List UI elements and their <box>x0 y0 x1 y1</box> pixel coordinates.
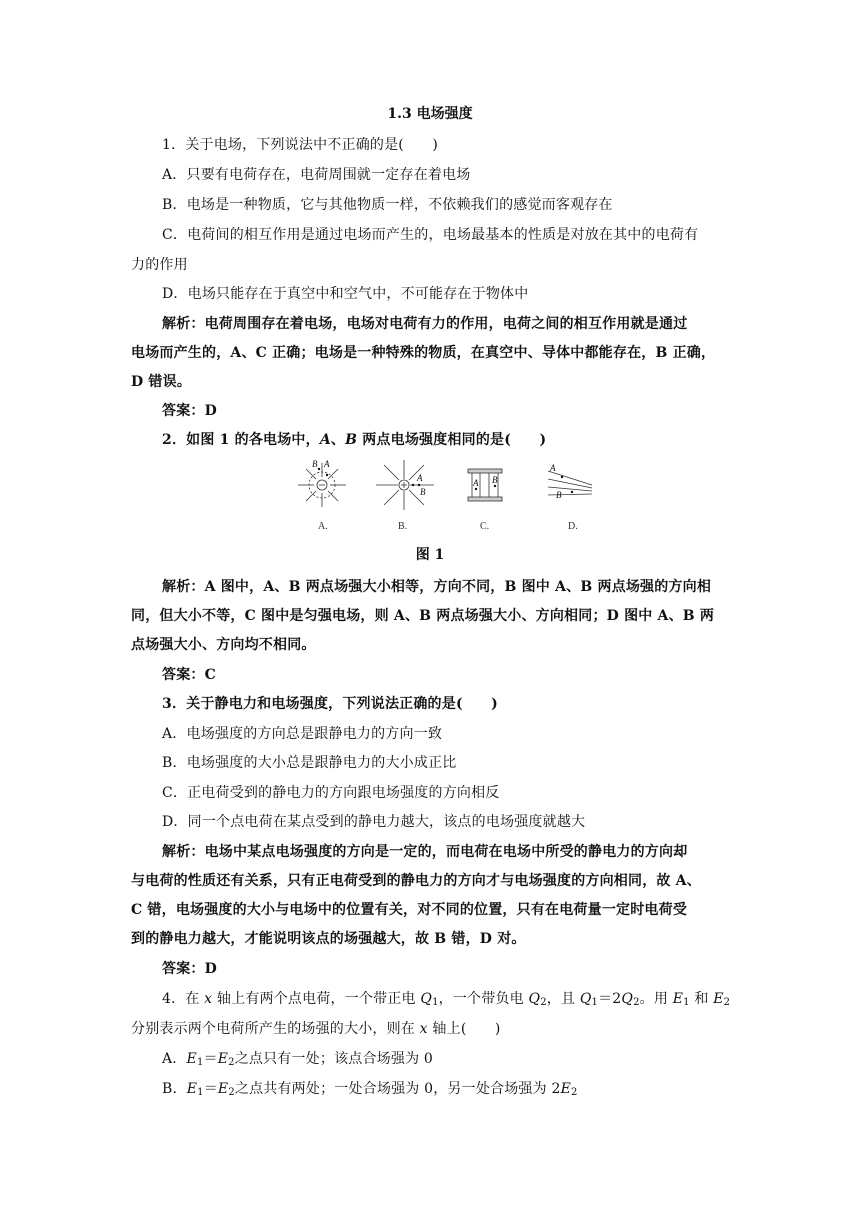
q3-option-c: C．正电荷受到的静电力的方向跟电场强度的方向相反 <box>162 785 500 801</box>
q3-analysis-2: 与电荷的性质还有关系，只有正电荷受到的静电力的方向才与电场强度的方向相同，故 A、 <box>131 873 701 889</box>
svg-text:A: A <box>550 463 556 473</box>
q1-analysis-3: D 错误。 <box>131 374 192 390</box>
figure-caption: 图 1 <box>415 547 445 563</box>
q4-stem-line-2: 分别表示两个电荷所产生的场强的大小，则在 x 轴上( ) <box>131 1021 501 1037</box>
q2-stem: 2．如图 1 的各电场中，A、B 两点电场强度相同的是( ) <box>162 432 547 448</box>
q1-option-c: C．电荷间的相互作用是通过电场而产生的，电场最基本的性质是对放在其中的电荷有 <box>162 227 699 243</box>
svg-text:B: B <box>556 490 562 500</box>
q1-analysis-2: 电场而产生的，A、C 正确；电场是一种特殊的物质，在真空中、导体中都能存在，B 正确， <box>131 345 716 361</box>
q2-analysis-2: 同，但大小不等，C 图中是匀强电场，则 A、B 两点场强大小、方向相同；D 图中 A、B 两 <box>131 608 715 624</box>
svg-text:B: B <box>420 487 426 497</box>
q3-analysis-4: 到的静电力越大，才能说明该点的场强越大，故 B 错，D 对。 <box>131 931 526 947</box>
q4-stem-line-1: 4．在 x 轴上有两个点电荷，一个带正电 $Q_1$，一个带负电 $Q_2$，且 $Q_1=2Q_2$。用 $E_1$ 和 $E_2$ <box>162 991 731 1008</box>
diagram-d-nonuniform-field <box>548 471 592 495</box>
q3-analysis-3: C 错，电场强度的大小与电场中的位置有关，对不同的位置，只有在电荷量一定时电荷受 <box>131 902 688 918</box>
q1-answer: 答案：D <box>162 403 217 419</box>
q3-stem: 3．关于静电力和电场强度，下列说法正确的是( ) <box>162 696 498 712</box>
q3-answer: 答案：D <box>162 961 217 977</box>
q4-option-b: B．$E_1=E_2$之点共有两处；一处合场强为 0，另一处合场强为 $2E_2$ <box>162 1081 578 1098</box>
q2-answer: 答案：C <box>162 667 216 683</box>
diagram-b-positive-charge <box>376 460 434 510</box>
svg-text:B.: B. <box>398 521 408 532</box>
svg-text:A.: A. <box>318 521 328 532</box>
q1-option-c-cont: 力的作用 <box>131 257 188 273</box>
svg-text:D.: D. <box>568 521 578 532</box>
svg-text:B: B <box>492 475 498 485</box>
q3-option-d: D．同一个点电荷在某点受到的静电力越大，该点的电场强度就越大 <box>162 814 586 830</box>
svg-text:A: A <box>473 478 479 488</box>
svg-text:C.: C. <box>480 521 490 532</box>
figure-1 <box>286 455 596 535</box>
q1-option-d: D．电场只能存在于真空中和空气中，不可能存在于物体中 <box>162 286 529 302</box>
q1-option-a: A．只要有电荷存在，电荷周围就一定存在着电场 <box>162 167 471 183</box>
q2-analysis-1: 解析：A 图中，A、B 两点场强大小相等，方向不同，B 图中 A、B 两点场强的方向相 <box>162 579 712 595</box>
q1-option-b: B．电场是一种物质，它与其他物质一样，不依赖我们的感觉而客观存在 <box>162 197 613 213</box>
q3-option-b: B．电场强度的大小总是跟静电力的大小成正比 <box>162 755 457 771</box>
svg-text:A: A <box>417 473 423 483</box>
svg-text:B: B <box>312 459 318 469</box>
q2-analysis-3: 点场强大小、方向均不相同。 <box>131 637 316 653</box>
svg-text:A: A <box>324 459 330 469</box>
q3-option-a: A．电场强度的方向总是跟静电力的方向一致 <box>162 726 443 742</box>
q3-analysis-1: 解析：电场中某点电场强度的方向是一定的，而电荷在电场中所受的静电力的方向却 <box>162 844 688 860</box>
q4-option-a: A．$E_1=E_2$之点只有一处；该点合场强为 0 <box>162 1051 434 1068</box>
q1-stem: 1．关于电场，下列说法中不正确的是( ) <box>162 137 439 153</box>
page-title: 1.3 电场强度 <box>387 106 473 122</box>
q1-analysis-1: 解析：电荷周围存在着电场，电场对电荷有力的作用，电荷之间的相互作用就是通过 <box>162 316 688 332</box>
diagram-a-negative-charge <box>298 463 346 507</box>
electric-field-diagrams <box>286 455 596 535</box>
